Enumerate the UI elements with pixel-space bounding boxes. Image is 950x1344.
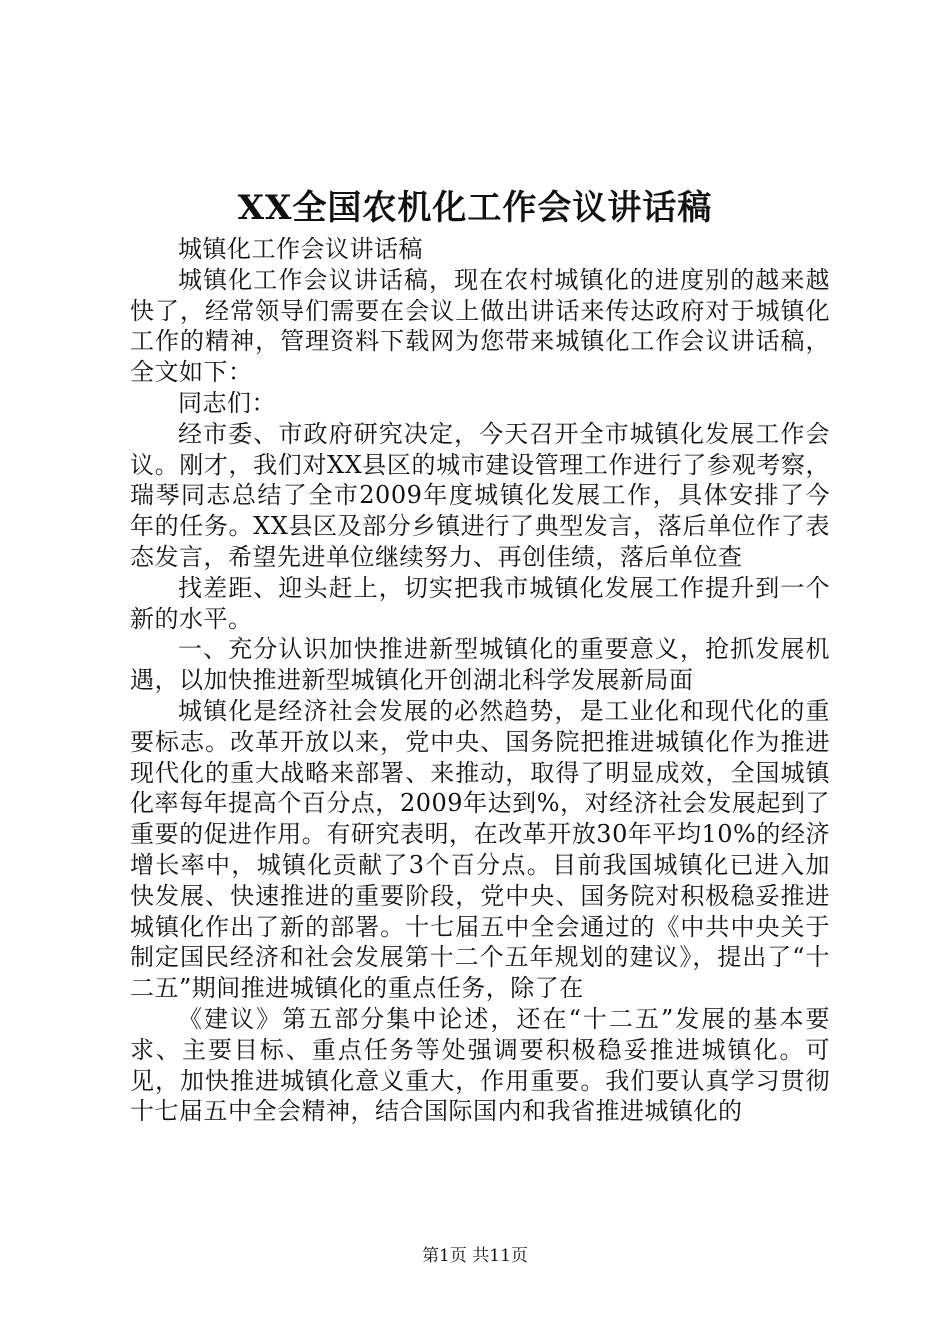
paragraph-salutation: 同志们： xyxy=(178,388,276,417)
page-number-footer: 第1页 共11页 xyxy=(422,1246,528,1266)
paragraph-opening: 经市委、市政府研究决定，今天召开全市城镇化发展工作会议。刚才，我们对XX县区的城市建设管理工作进行了参观考察，瑞琴同志总结了全市2009年度城镇化发展工作，具体安排了今年的任务。XX县区及部分乡镇进行了典型发言，落后单位作了表态发言，希望先进单位继续努力、再创佳绩，落后单位查 xyxy=(130,419,830,571)
paragraph-subtitle: 城镇化工作会议讲话稿 xyxy=(178,235,423,263)
paragraph-continuation: 找差距、迎头赶上，切实把我市城镇化发展工作提升到一个新的水平。 xyxy=(130,573,830,633)
paragraph-section-heading: 一、充分认识加快推进新型城镇化的重要意义，抢抓发展机遇，以加快推进新型城镇化开创湖北科学发展新局面 xyxy=(130,635,830,695)
document-body xyxy=(130,234,830,1127)
document-title: XX全国农机化工作会议讲话稿 xyxy=(237,188,713,228)
paragraph-section-body: 城镇化是经济社会发展的必然趋势，是工业化和现代化的重要标志。改革开放以来，党中央、国务院把推进城镇化作为推进现代化的重大战略来部署、来推动，取得了明显成效，全国城镇化率每年提高个百分点，2009年达到%，对经济社会发展起到了重要的促进作用。有研究表明，在改革开放30年平均10%的经济增长率中，城镇化贡献了3个百分点。目前我国城镇化已进入加快发展、快速推进的重要阶段，党中央、国务院对积极稳妥推进城镇化作出了新的部署。十七届五中全会通过的《中共中央关于制定国民经济和社会发展第十二个五年规划的建议》，提出了“十二五”期间推进城镇化的重点任务，除了在 xyxy=(130,696,830,1003)
paragraph-intro: 城镇化工作会议讲话稿，现在农村城镇化的进度别的越来越快了，经常领导们需要在会议上做出讲话来传达政府对于城镇化工作的精神，管理资料下载网为您带来城镇化工作会议讲话稿，全文如下： xyxy=(130,265,830,387)
paragraph-section-body-continued: 《建议》第五部分集中论述，还在“十二五”发展的基本要求、主要目标、重点任务等处强调要积极稳妥推进城镇化。可见，加快推进城镇化意义重大，作用重要。我们要认真学习贯彻十七届五中全会精神，结合国际国内和我省推进城镇化的 xyxy=(130,1004,830,1126)
